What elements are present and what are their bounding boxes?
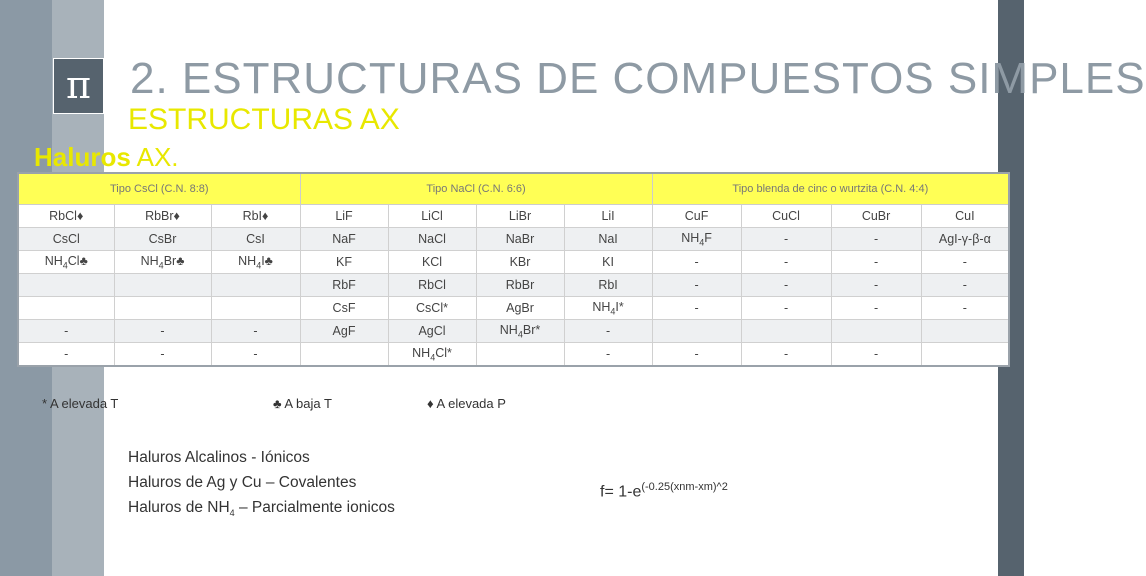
- table-cell: AgI-γ-β-α: [921, 228, 1009, 251]
- table-cell: [921, 343, 1009, 367]
- table-body: [18, 205, 1009, 367]
- legend-high-pressure: ♦ A elevada P: [427, 396, 506, 411]
- table-cell: -: [652, 274, 741, 297]
- table-row: [18, 274, 1009, 297]
- table-cell: CuBr: [831, 205, 921, 228]
- table-cell: KBr: [476, 251, 564, 274]
- header-zinc-blende-type: Tipo blenda de cinc o wurtzita (C.N. 4:4): [652, 173, 1009, 205]
- table-cell: CsBr: [114, 228, 211, 251]
- table-cell: [211, 274, 300, 297]
- table-cell: $NH_4Br♣$: [114, 251, 211, 274]
- table-cell: RbBr♦: [114, 205, 211, 228]
- table-cell: -: [741, 297, 831, 320]
- table-cell: LiCl: [388, 205, 476, 228]
- page-title: 2. ESTRUCTURAS DE COMPUESTOS SIMPLES: [130, 54, 1146, 103]
- table-cell: -: [652, 297, 741, 320]
- table-cell: LiBr: [476, 205, 564, 228]
- table-row: [18, 228, 1009, 251]
- table-cell: [831, 320, 921, 343]
- table-cell: CuCl: [741, 205, 831, 228]
- table-cell: RbF: [300, 274, 388, 297]
- table-cell: CsCl: [18, 228, 114, 251]
- halide-type-line: Haluros de $NH_4$ – Parcialmente ionicos: [128, 499, 395, 519]
- table-cell: NaCl: [388, 228, 476, 251]
- table-cell: CsCl*: [388, 297, 476, 320]
- pi-icon: π: [53, 58, 104, 114]
- legend-low-temp: ♣ A baja T: [273, 396, 332, 411]
- table-cell: AgCl: [388, 320, 476, 343]
- table-cell: NaBr: [476, 228, 564, 251]
- table-cell: RbCl♦: [18, 205, 114, 228]
- table-cell: NaI: [564, 228, 652, 251]
- table-cell: CuI: [921, 205, 1009, 228]
- table-cell: -: [921, 274, 1009, 297]
- table-cell: -: [741, 274, 831, 297]
- table-cell: NaF: [300, 228, 388, 251]
- table-cell: [18, 297, 114, 320]
- table-row: [18, 297, 1009, 320]
- table-cell: -: [921, 297, 1009, 320]
- table-cell: -: [211, 343, 300, 367]
- table-cell: $NH_4I*$: [564, 297, 652, 320]
- table-cell: -: [652, 343, 741, 367]
- table-cell: -: [564, 320, 652, 343]
- page-subtitle: ESTRUCTURAS AX: [128, 103, 400, 136]
- table-cell: -: [211, 320, 300, 343]
- table-cell: -: [921, 251, 1009, 274]
- table-cell: KCl: [388, 251, 476, 274]
- table-cell: $NH_4F$: [652, 228, 741, 251]
- table-cell: [114, 297, 211, 320]
- table-cell: RbBr: [476, 274, 564, 297]
- section-heading: Haluros AX.: [34, 142, 179, 172]
- table-cell: -: [652, 251, 741, 274]
- table-cell: [476, 343, 564, 367]
- header-cscl-type: Tipo CsCl (C.N. 8:8): [18, 173, 300, 205]
- table-row: [18, 205, 1009, 228]
- header-nacl-type: Tipo NaCl (C.N. 6:6): [300, 173, 652, 205]
- table-cell: $NH_4Br*$: [476, 320, 564, 343]
- table-cell: -: [741, 228, 831, 251]
- table-cell: -: [831, 228, 921, 251]
- table-cell: CuF: [652, 205, 741, 228]
- table-cell: -: [114, 343, 211, 367]
- table-cell: [114, 274, 211, 297]
- table-cell: [921, 320, 1009, 343]
- table-cell: $NH_4Cl♣$: [18, 251, 114, 274]
- table-cell: -: [564, 343, 652, 367]
- table-cell: LiF: [300, 205, 388, 228]
- table-cell: CsF: [300, 297, 388, 320]
- table-cell: -: [741, 343, 831, 367]
- table-cell: -: [831, 343, 921, 367]
- ionic-character-formula: $f= 1-e^{(-0.25(xnm-xm)\^{}2}$: [600, 481, 728, 501]
- table-cell: -: [18, 343, 114, 367]
- table-cell: RbI♦: [211, 205, 300, 228]
- table-cell: CsI: [211, 228, 300, 251]
- table-cell: RbI: [564, 274, 652, 297]
- table-cell: -: [831, 297, 921, 320]
- table-cell: AgBr: [476, 297, 564, 320]
- legend-high-temp: * A elevada T: [42, 396, 119, 411]
- halides-structure-table: [17, 172, 1010, 367]
- table-cell: $NH_4I♣$: [211, 251, 300, 274]
- table-cell: LiI: [564, 205, 652, 228]
- table-cell: -: [114, 320, 211, 343]
- table-cell: $NH_4Cl*$: [388, 343, 476, 367]
- table-cell: KF: [300, 251, 388, 274]
- table-cell: -: [18, 320, 114, 343]
- table-row: [18, 251, 1009, 274]
- table-cell: [211, 297, 300, 320]
- halide-type-line: Haluros Alcalinos - Iónicos: [128, 449, 310, 466]
- table-cell: [18, 274, 114, 297]
- table-cell: [652, 320, 741, 343]
- table-row: [18, 343, 1009, 367]
- table-cell: [741, 320, 831, 343]
- table-cell: -: [831, 251, 921, 274]
- table-cell: KI: [564, 251, 652, 274]
- table-cell: [300, 343, 388, 367]
- halide-types-list: [128, 448, 395, 523]
- table-cell: -: [831, 274, 921, 297]
- halide-type-line: Haluros de Ag y Cu – Covalentes: [128, 474, 357, 492]
- table-cell: -: [741, 251, 831, 274]
- table-cell: RbCl: [388, 274, 476, 297]
- table-cell: AgF: [300, 320, 388, 343]
- table-row: [18, 320, 1009, 343]
